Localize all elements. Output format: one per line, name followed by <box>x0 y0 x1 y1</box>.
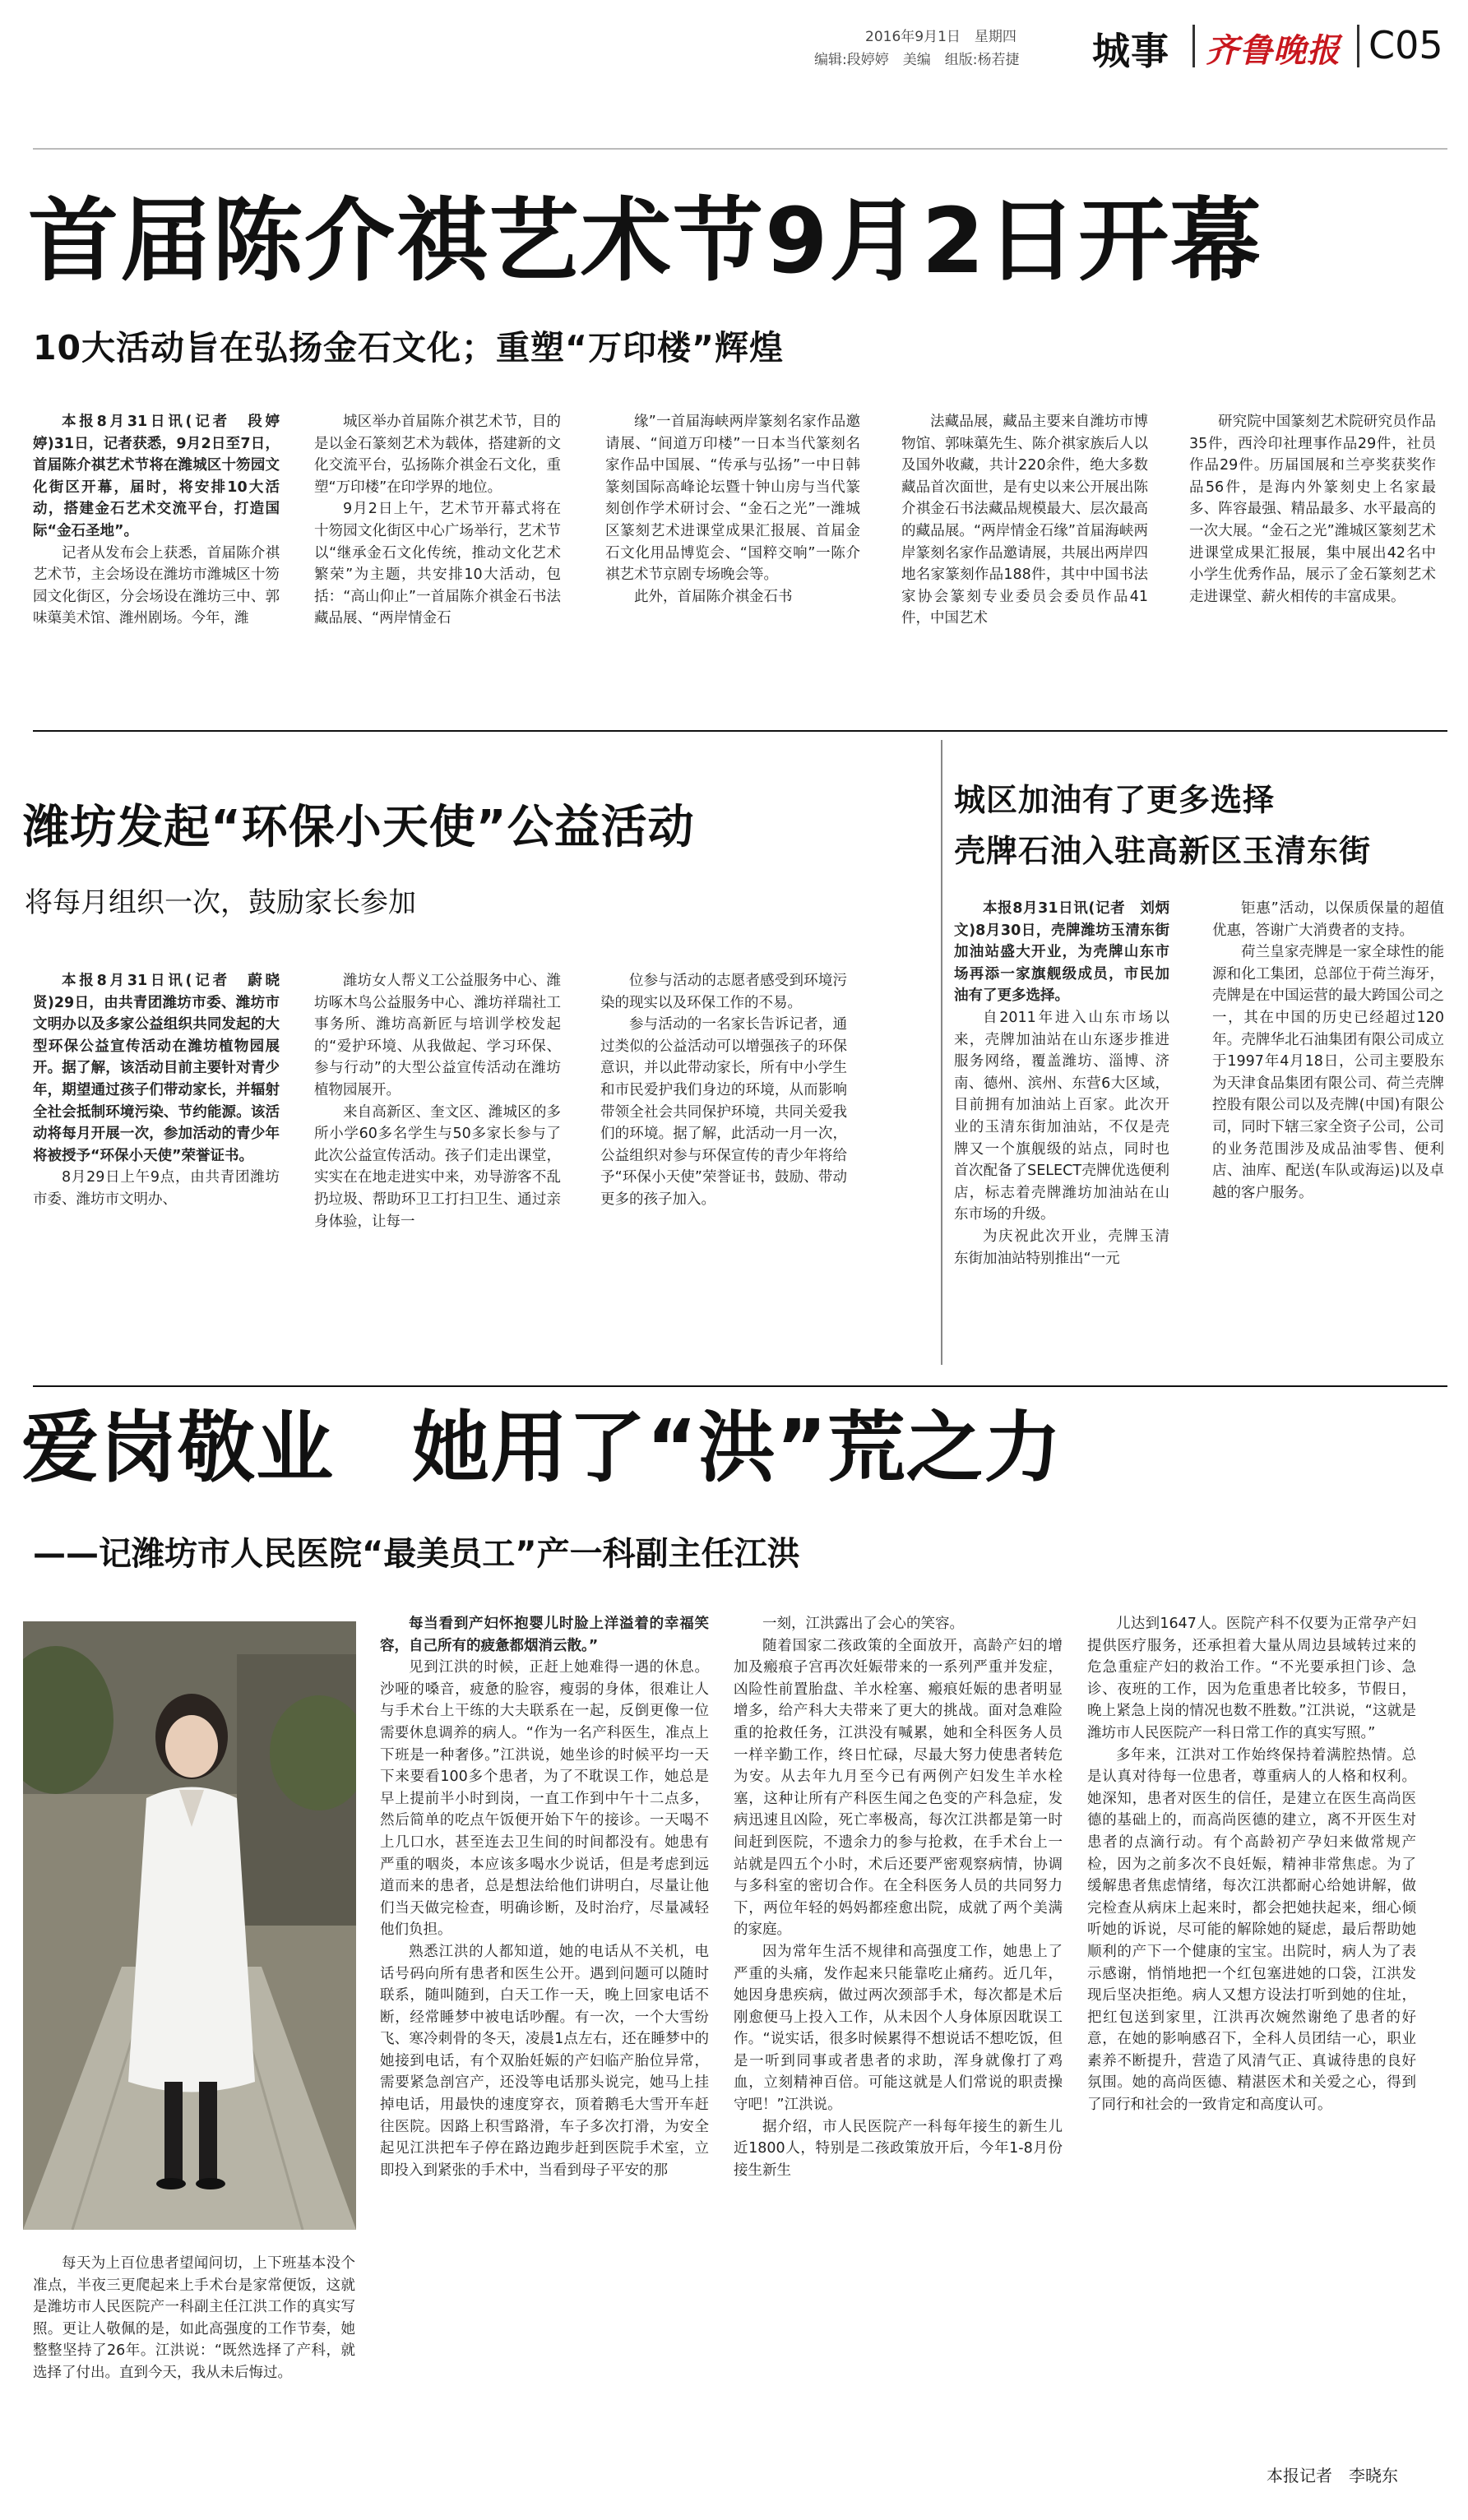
masthead-divider <box>1192 25 1195 67</box>
shell-headline-line2: 壳牌石油入驻高新区玉清东街 <box>954 833 1372 869</box>
profile-column-1 <box>380 1613 709 2501</box>
profile-paragraph: 见到江洪的时候，正赶上她难得一遇的休息。沙哑的嗓音，疲惫的脸容，瘦弱的身体，很难让人与手术台上干练的大夫联系在一起，反倒更像一位需要休息调养的病人。“作为一名产科医生，准点上下班是一种奢侈。”江洪说，她坐诊的时候平均一天下来要看100多个患者，为了不耽误工作，她总是早上提前半小时到岗，一直工作到中午十二点多，然后简单的吃点午饭便开始下午的接诊。一天喝不上几口水，甚至连去卫生间的时间都没有。她患有严重的咽炎，本应该多喝水少说话，但是考虑到远道而来的患者，总是想法给他们讲明白，尽量让他们当天做完检查，明确诊断，及时治疗，尽量减轻他们负担。 <box>380 1659 709 1939</box>
shell-paragraph: 为庆祝此次开业，壳牌玉清东街加油站特别推出“一元 <box>954 1228 1169 1267</box>
art-festival-paragraph: 9月2日上午，艺术节开幕式将在十笏园文化街区中心广场举行，艺术节以“继承金石文化传统，推动文化艺术繁荣”为主题，共安排10大活动，包括：“高山仰止”一首届陈介祺金石书法藏品展、“两岸情金石 <box>314 501 561 627</box>
profile-paragraph: 多年来，江洪对工作始终保持着满腔热情。总是认真对待每一位患者，尊重病人的人格和权利。她深知，患者对医生的信任，是建立在医生高尚医德的基础上的，而高尚医德的建立，离不开医生对患者的点滴行动。有个高龄初产孕妇来做常规产检，因为之前多次不良妊娠，精神非常焦虑。为了缓解患者焦虑情绪，每次江洪都耐心给她讲解，做完检查从病床上起来时，都会把她扶起来，细心倾听她的诉说，尽可能的解除她的疑虑，最后帮助她顺利的产下一个健康的宝宝。出院时，病人为了表示感谢，悄悄地把一个红包塞进她的口袋，江洪发现后坚决拒绝。病人又想方设法打听到她的住址，把红包送到家里，江洪再次婉然谢绝了患者的好意，在她的影响感召下，全科人员团结一心，职业素养不断提升，营造了风清气正、真诚待患的良好氛围。她的高尚医德、精湛医术和关爱之心，得到了同行和社会的一致肯定和高度认可。 <box>1087 1746 1416 2114</box>
eco-paragraph: 本报8月31日讯(记者 蔚晓贤)29日，由共青团潍坊市委、潍坊市文明办以及多家公益组织共同发起的大型环保公益宣传活动在潍坊植物园展开。据了解，该活动目前主要针对青少年，期望通过孩子们带动家长，并辐射全社会抵制环境污染、节约能源。该活动将每月开展一次，参加活动的青少年将被授予“环保小天使”荣誉证书。 <box>33 973 280 1164</box>
art-festival-column-1 <box>33 411 280 717</box>
profile-under-photo-text <box>33 2253 355 2491</box>
profile-headline: 爱岗敬业 她用了“洪”荒之力 <box>21 1403 1063 1493</box>
profile-paragraph: 据介绍，市人民医院产一科每年接生的新生儿近1800人，特别是二孩政策放开后，今年1-8月份接生新生 <box>734 2118 1063 2179</box>
masthead-divider-2 <box>1357 25 1359 67</box>
masthead <box>0 0 1468 74</box>
art-festival-paragraph: 记者从发布会上获悉，首届陈介祺艺术节，主会场设在潍坊市潍城区十笏园文化街区，分会场设在潍坊三中、郭味蕖美术馆、潍州剧场。今年，潍 <box>33 544 280 627</box>
column-divider-vertical <box>941 740 942 1365</box>
profile-subtitle: ——记潍坊市人民医院“最美员工”产一科副主任江洪 <box>33 1535 800 1573</box>
art-festival-paragraph: 此外，首届陈介祺金石书 <box>634 588 793 605</box>
art-festival-column-5 <box>1189 411 1436 717</box>
shell-paragraph: 荷兰皇家壳牌是一家全球性的能源和化工集团，总部位于荷兰海牙，壳牌是在中国运营的最大跨国公司之一，其在中国的历史已经超过120年。壳牌华北石油集团有限公司成立于1997年4月18日，公司主要股东为天津食品集团有限公司、荷兰壳牌控股有限公司以及壳牌(中国)有限公司，同时下辖三家全资子公司，公司的业务范围涉及成品油零售、便利店、油库、配送(车队或海运)以及卓越的客户服务。 <box>1212 944 1444 1201</box>
art-festival-paragraph: 研究院中国篆刻艺术院研究员作品35件，西泠印社理事作品29件，社员作品29件。历届国展和兰亭奖获奖作品56件，是海内外篆刻史上名家最多、阵容最强、精品最多、水平最高的一次大展。“金石之光”潍城区篆刻艺术进课堂成果汇报展，集中展出42名中小学生优秀作品，展示了金石篆刻艺术走进课堂、薪火相传的丰富成果。 <box>1189 414 1436 605</box>
doctor-photo <box>23 1621 356 2230</box>
profile-paragraph: 儿达到1647人。医院产科不仅要为正常孕产妇提供医疗服务，还承担着大量从周边县域转过来的危急重症产妇的救治工作。“不光要承担门诊、急诊、夜班的工作，因为危重患者比较多，节假日，晚上紧急上岗的情况也数不胜数。”江洪说，“这就是潍坊市人民医院产一科日常工作的真实写照。” <box>1087 1616 1416 1741</box>
eco-column-3 <box>600 970 847 1357</box>
profile-byline: 本报记者 李晓东 <box>1267 2466 1398 2485</box>
eco-paragraph: 参与活动的一名家长告诉记者，通过类似的公益活动可以增强孩子的环保意识，并以此带动家长，所有中小学生和市民爱护我们身边的环境，从而影响带领全社会共同保护环境，共同关爱我们的环境。据了解，此活动一月一次，公益组织对参与环保宣传的青少年将给予“环保小天使”荣誉证书，鼓励、带动更多的孩子加入。 <box>600 1016 847 1208</box>
shell-headline-line1: 城区加油有了更多选择 <box>954 782 1276 818</box>
eco-paragraph: 来自高新区、奎文区、潍城区的多所小学60多名学生与50多家长参与了此次公益宣传活动。孩子们走出课堂，实实在在地走进实中来，劝导游客不乱扔垃圾、帮助环卫工打扫卫生、通过亲身体验，让每一 <box>314 1103 561 1230</box>
doctor-photo-illustration <box>23 1621 356 2230</box>
profile-column-3 <box>1087 1613 1416 2460</box>
art-festival-paragraph: 本报8月31日讯(记者 段婷婷)31日，记者获悉，9月2日至7日，首届陈介祺艺术节将在潍城区十笏园文化街区开幕，届时，将安排10大活动，搭建金石艺术交流平台，打造国际“金石圣地”。 <box>33 414 280 539</box>
eco-paragraph: 8月29日上午9点，由共青团潍坊市委、潍坊市文明办、 <box>33 1169 280 1208</box>
shell-paragraph: 钜惠”活动，以保质保量的超值优惠，答谢广大消费者的支持。 <box>1212 900 1444 939</box>
art-festival-column-4 <box>901 411 1148 717</box>
paper-logo: 齐鲁晚报 <box>1206 31 1341 70</box>
art-festival-paragraph: 城区举办首届陈介祺艺术节，目的是以金石篆刻艺术为载体，搭建新的文化交流平台，弘扬陈介祺金石文化，重塑“万印楼”在印学界的地位。 <box>314 414 561 496</box>
section-name: 城事 <box>1092 29 1169 73</box>
art-festival-column-3 <box>605 411 860 717</box>
art-festival-headline: 首届陈介祺艺术节9月2日开幕 <box>28 188 1263 294</box>
profile-paragraph: 每当看到产妇怀抱婴儿时脸上洋溢着的幸福笑容，自己所有的疲惫都烟消云散。” <box>380 1616 709 1654</box>
page-number: C05 <box>1368 23 1443 67</box>
section-divider-1 <box>33 730 1447 732</box>
eco-paragraph: 位参与活动的志愿者感受到环境污染的现实以及环保工作的不易。 <box>600 973 847 1011</box>
masthead-rule <box>33 148 1447 150</box>
profile-column-2 <box>734 1613 1063 2501</box>
profile-paragraph: 随着国家二孩政策的全面放开，高龄产妇的增加及瘢痕子宫再次妊娠带来的一系列严重并发症，凶险性前置胎盘、羊水栓塞、瘢痕妊娠的患者明显增多，给产科大夫带来了更大的挑战。面对急难险重的抢救任务，江洪没有喊累，她和全科医务人员一样辛勤工作，终日忙碌，尽最大努力使患者转危为安。从去年九月至今已有两例产妇发生羊水栓塞，这种让所有产科医生闻之色变的产科急症，发病迅速且凶险，死亡率极高，每次江洪都是第一时间赶到医院，不遗余力的参与抢救，在手术台上一站就是四五个小时，术后还要严密观察病情，协调与多科室的密切合作。在全科医务人员的共同努力下，两位年轻的妈妈都痊愈出院，成就了两个美满的家庭。 <box>734 1637 1063 1939</box>
art-festival-paragraph: 缘”一首届海峡两岸篆刻名家作品邀请展、“间道万印楼”一日本当代篆刻名家作品中国展、“传承与弘扬”一中日韩篆刻国际高峰论坛暨十钟山房与当代篆刻创作学术研讨会、“金石之光”一潍城区篆刻艺术进课堂成果汇报展、首届金石文化用品博览会、“国粹交响”一陈介祺艺术节京剧专场晚会等。 <box>605 414 860 584</box>
eco-column-1 <box>33 970 280 1357</box>
shell-column-1 <box>954 898 1169 1366</box>
masthead-date: 2016年9月1日 星期四 <box>865 29 1016 45</box>
art-festival-column-2 <box>314 411 561 717</box>
profile-paragraph: 熟悉江洪的人都知道，她的电话从不关机，电话号码向所有患者和医生公开。遇到问题可以随时联系，随叫随到，白天工作一天，晚上回家电话不断，经常睡梦中被电话吵醒。有一次，一个大雪纷飞、寒冷刺骨的冬天，凌晨1点左右，还在睡梦中的她接到电话，有个双胎妊娠的产妇临产胎位异常，需要紧急剖宫产，还没等电话那头说完，她马上挂掉电话，用最快的速度穿衣，顶着鹅毛大雪开车赶往医院。因路上积雪路滑，车子多次打滑，为安全起见江洪把车子停在路边跑步赶到医院手术室，立即投入到紧张的手术中，当看到母子平安的那 <box>380 1943 709 2179</box>
masthead-editors: 编辑:段婷婷 美编 组版:杨若捷 <box>814 52 1020 68</box>
profile-paragraph: 一刻，江洪露出了会心的笑容。 <box>762 1616 964 1632</box>
eco-headline: 潍坊发起“环保小天使”公益活动 <box>23 801 695 854</box>
shell-paragraph: 自2011年进入山东市场以来，壳牌加油站在山东逐步推进服务网络，覆盖潍坊、淄博、济南、德州、滨州、东营6大区域，目前拥有加油站上百家。此次开业的玉清东街加油站，不仅是壳牌又一个旗舰级的站点，同时也首次配备了SELECT壳牌优选便利店，标志着壳牌潍坊加油站在山东市场的升级。 <box>954 1009 1169 1223</box>
shell-column-2 <box>1212 898 1444 1366</box>
eco-paragraph: 潍坊女人帮义工公益服务中心、潍坊啄木鸟公益服务中心、潍坊祥瑞社工事务所、潍坊高新匠与培训学校发起的“爱护环境、从我做起、学习环保、参与行动”的大型公益宣传活动在潍坊植物园展开。 <box>314 973 561 1098</box>
shell-paragraph: 本报8月31日讯(记者 刘炳文)8月30日，壳牌潍坊玉清东街加油站盛大开业，为壳牌山东市场再添一家旗舰级成员，市民加油有了更多选择。 <box>954 900 1169 1005</box>
section-divider-2 <box>33 1385 1447 1387</box>
art-festival-subtitle: 10大活动旨在弘扬金石文化；重塑“万印楼”辉煌 <box>33 328 784 368</box>
profile-lede-paragraph: 每天为上百位患者望闻问切，上下班基本没个准点，半夜三更爬起来上手术台是家常便饭，这就是潍坊市人民医院产一科副主任江洪工作的真实写照。更让人敬佩的是，如此高强度的工作节奏，她整整坚持了26年。江洪说：“既然选择了产科，就选择了付出。直到今天，我从未后悔过。 <box>33 2255 355 2381</box>
profile-paragraph: 因为常年生活不规律和高强度工作，她患上了严重的头痛，发作起来只能靠吃止痛药。近几年，她因身患疾病，做过两次颈部手术，每次都是术后刚愈便马上投入工作，从未因个人身体原因耽误工作。“说实话，很多时候累得不想说话不想吃饭，但是一听到同事或者患者的求助，浑身就像打了鸡血，立刻精神百倍。可能这就是人们常说的职责操守吧！”江洪说。 <box>734 1943 1063 2114</box>
eco-column-2 <box>314 970 561 1357</box>
eco-subtitle: 将每月组织一次，鼓励家长参加 <box>25 886 416 919</box>
art-festival-paragraph: 法藏品展，藏品主要来自潍坊市博物馆、郭味蕖先生、陈介祺家族后人以及国外收藏，共计220余件，绝大多数藏品首次面世，是有史以来公开展出陈介祺金石书法藏品规模最大、层次最高的藏品展。“两岸情金石缘”首届海峡两岸篆刻名家作品邀请展，共展出两岸四地名家篆刻作品188件，其中中国书法家协会篆刻专业委员会委员作品41件，中国艺术 <box>901 414 1148 627</box>
